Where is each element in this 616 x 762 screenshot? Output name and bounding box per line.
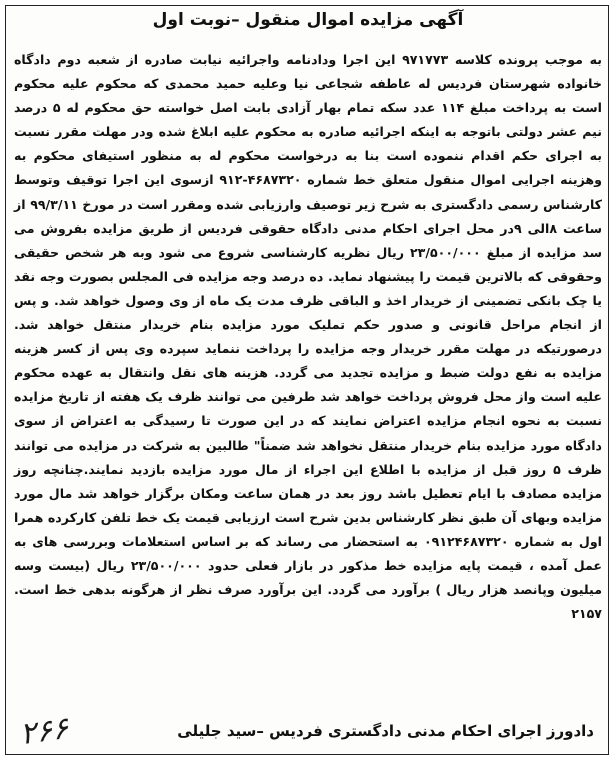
notice-signature: دادورز اجرای احکام مدنی دادگستری فردیس –سید جلیلی: [177, 722, 594, 740]
notice-body: به موجب پرونده کلاسه ۹۷۱۷۷۳ این اجرا ودادنامه واجرائیه نیابت صادره از شعبه دوم دادگاه خانواده شهرستان فردیس له عاطفه شجاعی نیا وعلیه حمید محمدی که محکوم علیه محکوم است به پرداخت مبلغ ۱۱۴ عدد سکه تمام بهار آزادی بابت اصل خواسته حق محکوم له ۵ درصد نیم عشر دولتی باتوجه به اینکه اجرائیه صادره به محکوم علیه ابلاغ شده ودر مهلت مقرر نسبت به اجرای حکم اقدام ننموده است بنا به درخواست محکوم له به منظور استیفای محکوم به وهزینه اجرایی اموال منقول متعلق خط شماره ۴۶۸۷۳۲۰-۹۱۲ ازسوی این اجرا توقیف وتوسط کارشناس رسمی دادگستری به شرح زیر توصیف وارزیابی شده ومقرر است در مورخ ۹۹/۳/۱۱ از ساعت ۸الی ۹در محل اجرای احکام مدنی دادگاه حقوقی فردیس از طریق مزایده بفروش می سد مزایده از مبلغ ۲۳/۵۰۰/۰۰۰ ریال نظریه کارشناسی شروع می شود وبه هر شخص حقیقی وحقوقی که بالاترین قیمت را پیشنهاد نماید. ده درصد وجه مزایده فی المجلس بصورت وجه نقد یا چک بانکی تضمینی از خریدار اخذ و الباقی ظرف مدت یک ماه از وی وصول خواهد شد. و پس از انجام مراحل قانونی و صدور حکم تملیک مورد مزایده بنام خریدار منتقل خواهد شد. درصورتیکه در مهلت مقرر خریدار وجه مزایده را پرداخت ننماید سپرده وی پس از کسر هزینه مزایده به نفع دولت ضبط و مزایده تجدید می گردد. هزینه های نقل وانتقال به عهده محکوم علیه است واز محل فروش پرداخت خواهد شد طرفین می توانند ظرف یک هفته از تاریخ مزایده نسبت به نحوه انجام مزایده اعتراض نمایند که در این صورت تا رسیدگی به اعتراض از سوی دادگاه مورد مزایده بنام خریدار منتقل نخواهد شد ضمناً" طالبین به شرکت در مزایده می توانند ظرف ۵ روز قبل از مزایده با اطلاع این اجراء از مال مورد مزایده بازدید نمایند.چنانچه روز مزایده مصادف با ایام تعطیل باشد روز بعد در همان ساعت ومکان برگزار خواهد شد مال مورد مزایده وبهای آن طبق نظر کارشناس بدین شرح است ارزیابی قیمت یک خط تلفن کارکرده همرا اول به شماره ۰۹۱۲۴۶۸۷۳۲۰ به استحضار می رساند که بر اساس استعلامات وبررسی های به عمل آمده ، قیمت پایه مزایده خط مذکور در بازار فعلی حدود ۲۳/۵۰۰/۰۰۰ ریال (بیست وسه میلیون وپانصد هزار ریال ) برآورد می گردد. این برآورد صرف نظر از هرگونه بدهی خط است. ۲۱۵۷: [14, 52, 603, 622]
handwritten-number: ۲۶۶: [17, 710, 71, 753]
notice-title: آگهی مزایده اموال منقول –نوبت اول: [152, 10, 464, 30]
